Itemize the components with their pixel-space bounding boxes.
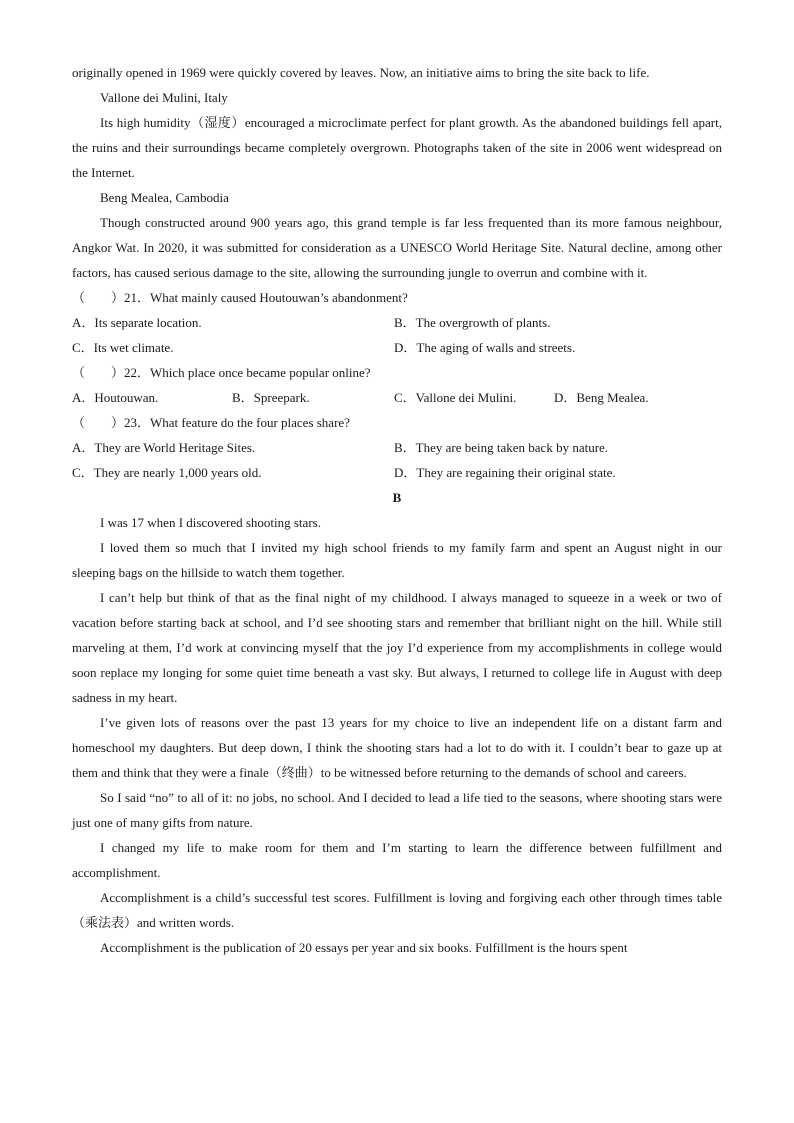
- option-a: A．Houtouwan.: [72, 390, 159, 405]
- paragraph: I can’t help but think of that as the final night of my childhood. I always managed to squeeze in a week or two of vacation before starting back at school, and I’d see shooting stars and remember that brilliant night on the hill. While still marveling at them, I’d work at convincing myself that the joy I’d experience from my accomplishments in college would soon replace my longing for some quiet time beneath a vast sky. But always, I returned to college life in August with deep sadness in my heart.: [72, 590, 722, 705]
- option-c: C．They are nearly 1,000 years old.: [72, 465, 262, 480]
- paragraph: I changed my life to make room for them and I’m starting to learn the difference between fulfillment and accomplishment.: [72, 840, 722, 880]
- paragraph: I’ve given lots of reasons over the past 13 years for my choice to live an independent life on a distant farm and homeschool my daughters. But deep down, I think the shooting stars had a lot to do with it. I couldn’t bear to gaze up at them and think that they were a finale（终曲）to be witnessed before returning to the demands of school and careers.: [72, 715, 722, 780]
- option-b: B．Spreepark.: [232, 390, 310, 405]
- option-b: B．The overgrowth of plants.: [394, 315, 551, 330]
- options-row: [72, 310, 722, 335]
- options-row: [72, 460, 722, 485]
- option-d: D．The aging of walls and streets.: [394, 340, 576, 355]
- paragraph-beng-mealea: Though constructed around 900 years ago, this grand temple is far less frequented than its more famous neighbour, Angkor Wat. In 2020, it was submitted for consideration as a UNESCO World Heritage Site. Natural decline, among other factors, has caused serious damage to the site, allowing the surrounding jungle to overrun and combine with it.: [72, 215, 722, 280]
- options-row: [72, 435, 722, 460]
- passage-a-line: originally opened in 1969 were quickly covered by leaves. Now, an initiative aims to bring the site back to life.: [72, 65, 650, 80]
- option-a: A．They are World Heritage Sites.: [72, 440, 256, 455]
- place-heading-vallone: Vallone dei Mulini, Italy: [100, 90, 228, 105]
- option-d: D．They are regaining their original state.: [394, 465, 616, 480]
- question-21: [72, 285, 722, 360]
- question-stem: （ ）23．What feature do the four places share?: [72, 415, 350, 430]
- document-page: [72, 60, 722, 960]
- question-22: [72, 360, 722, 410]
- option-d: D．Beng Mealea.: [554, 390, 649, 405]
- section-label-b: B: [392, 490, 402, 505]
- option-b: B．They are being taken back by nature.: [394, 440, 609, 455]
- option-a: A．Its separate location.: [72, 315, 202, 330]
- paragraph-vallone: Its high humidity（湿度）encouraged a microclimate perfect for plant growth. As the abandoned buildings fell apart, the ruins and their surroundings became completely overgrown. Photographs taken of the site in 2006 went widespread on the Internet.: [72, 115, 722, 180]
- option-c: C．Its wet climate.: [72, 340, 174, 355]
- options-row: [72, 385, 722, 410]
- question-23: [72, 410, 722, 485]
- paragraph: Accomplishment is a child’s successful test scores. Fulfillment is loving and forgiving each other through times table（乘法表）and written words.: [72, 890, 722, 930]
- question-stem: （ ）21．What mainly caused Houtouwan’s abandonment?: [72, 290, 408, 305]
- options-row: [72, 335, 722, 360]
- place-heading-beng-mealea: Beng Mealea, Cambodia: [100, 190, 229, 205]
- question-stem: （ ）22．Which place once became popular online?: [72, 365, 371, 380]
- paragraph: I loved them so much that I invited my high school friends to my family farm and spent an August night in our sleeping bags on the hillside to watch them together.: [72, 540, 722, 580]
- paragraph: Accomplishment is the publication of 20 essays per year and six books. Fulfillment is the hours spent: [100, 940, 628, 955]
- paragraph: I was 17 when I discovered shooting stars.: [100, 515, 321, 530]
- paragraph: So I said “no” to all of it: no jobs, no school. And I decided to lead a life tied to the seasons, where shooting stars were just one of many gifts from nature.: [72, 790, 722, 830]
- option-c: C．Vallone dei Mulini.: [394, 390, 517, 405]
